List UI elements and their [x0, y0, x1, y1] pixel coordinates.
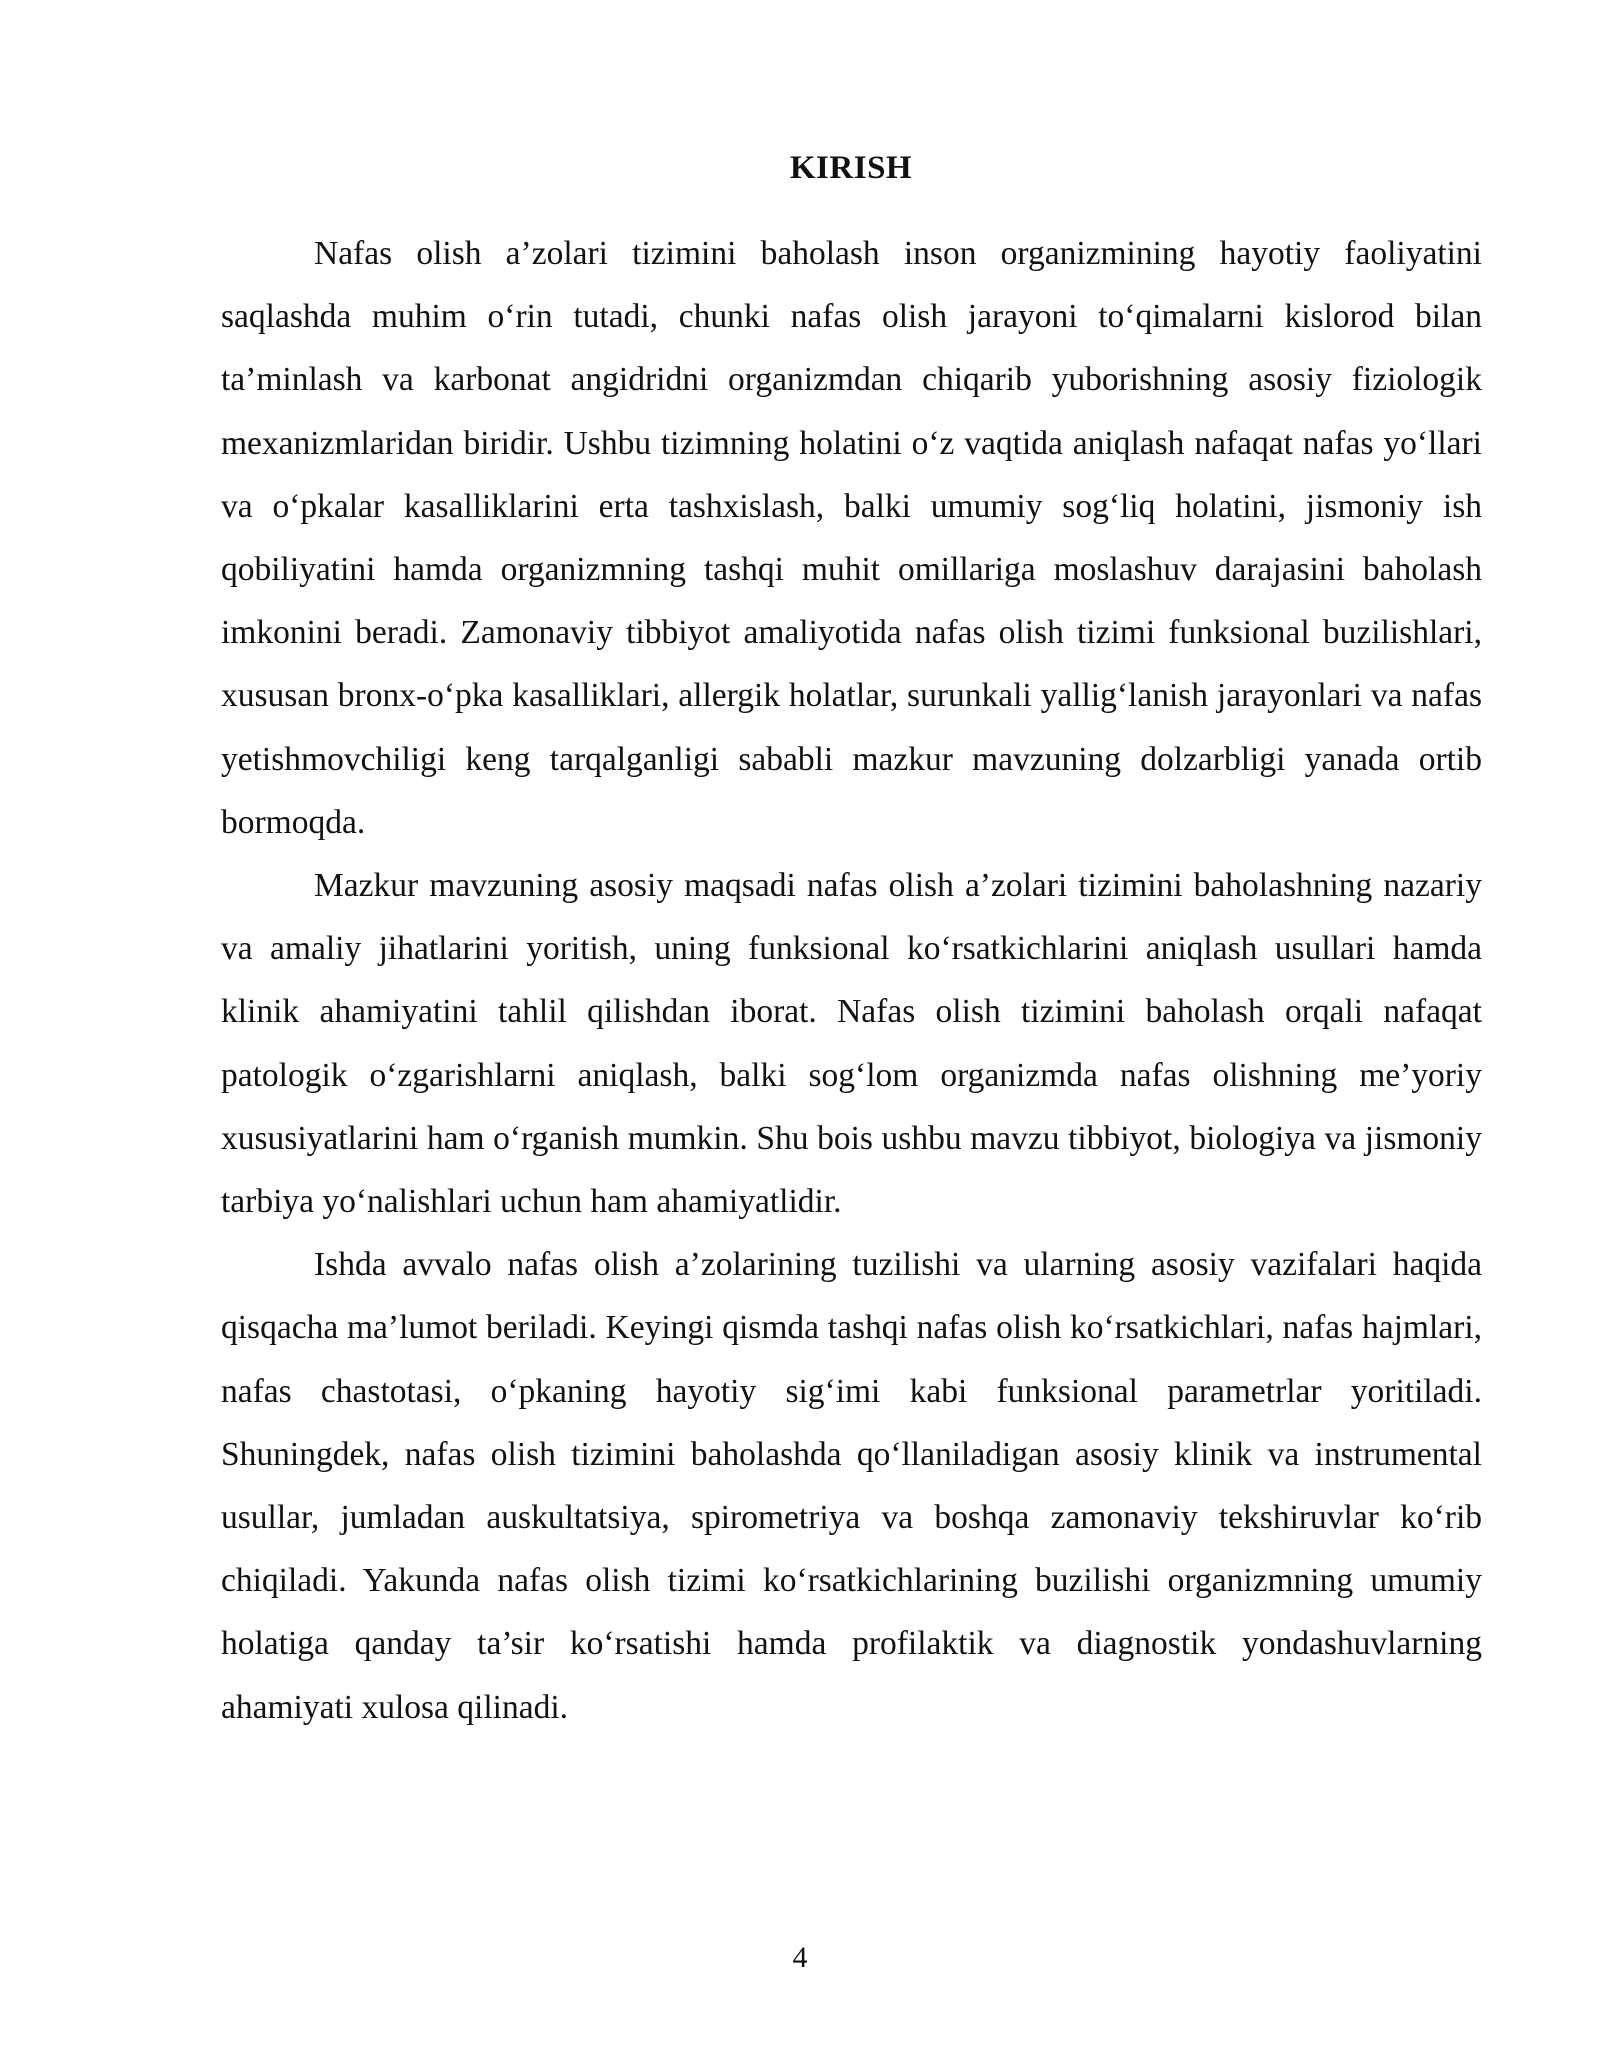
- page-number: 4: [792, 1941, 808, 1974]
- paragraph-2: Mazkur mavzuning asosiy maqsadi nafas olish a’zolari tizimini baholashning nazariy va amaliy jihatlarini yoritish, uning funksional ko‘rsatkichlarini aniqlash usullari hamda klinik ahamiyatini tahlil qilishdan iborat. Nafas olish tizimini baholash orqali nafaqat patologik o‘zgarishlarni aniqlash, balki sog‘lom organizmda nafas olishning me’yoriy xususiyatlarini ham o‘rganish mumkin. Shu bois ushbu mavzu tibbiyot, biologiya va jismoniy tarbiya yo‘nalishlari uchun ham ahamiyatlidir.: [221, 867, 1482, 1221]
- page-title: KIRISH: [789, 150, 913, 186]
- paragraph-1: Nafas olish a’zolari tizimini baholash inson organizmining hayotiy faoliyatini saqlashda muhim o‘rin tutadi, chunki nafas olish jarayoni to‘qimalarni kislorod bilan ta’minlash va karbonat angidridni organizmdan chiqarib yuborishning asosiy fiziologik mexanizmlaridan biridir. Ushbu tizimning holatini o‘z vaqtida aniqlash nafaqat nafas yo‘llari va o‘pkalar kasalliklarini erta tashxislash, balki umumiy sog‘liq holatini, jismoniy ish qobiliyatini hamda organizmning tashqi muhit omillariga moslashuv darajasini baholash imkonini beradi. Zamonaviy tibbiyot amaliyotida nafas olish tizimi funksional buzilishlari, xususan bronx-o‘pka kasalliklari, allergik holatlar, surunkali yallig‘lanish jarayonlari va nafas yetishmovchiligi keng tarqalganligi sababli mazkur mavzuning dolzarbligi yanada ortib bormoqda.: [221, 235, 1482, 841]
- document-body: [221, 222, 1482, 1739]
- paragraph-3: Ishda avvalo nafas olish a’zolarining tuzilishi va ularning asosiy vazifalari haqida qisqacha ma’lumot beriladi. Keyingi qismda tashqi nafas olish ko‘rsatkichlari, nafas hajmlari, nafas chastotasi, o‘pkaning hayotiy sig‘imi kabi funksional parametrlar yoritiladi. Shuningdek, nafas olish tizimini baholashda qo‘llaniladigan asosiy klinik va instrumental usullar, jumladan auskultatsiya, spirometriya va boshqa zamonaviy tekshiruvlar ko‘rib chiqiladi. Yakunda nafas olish tizimi ko‘rsatkichlarining buzilishi organizmning umumiy holatiga qanday ta’sir ko‘rsatishi hamda profilaktik va diagnostik yondashuvlarning ahamiyati xulosa qilinadi.: [221, 1246, 1482, 1726]
